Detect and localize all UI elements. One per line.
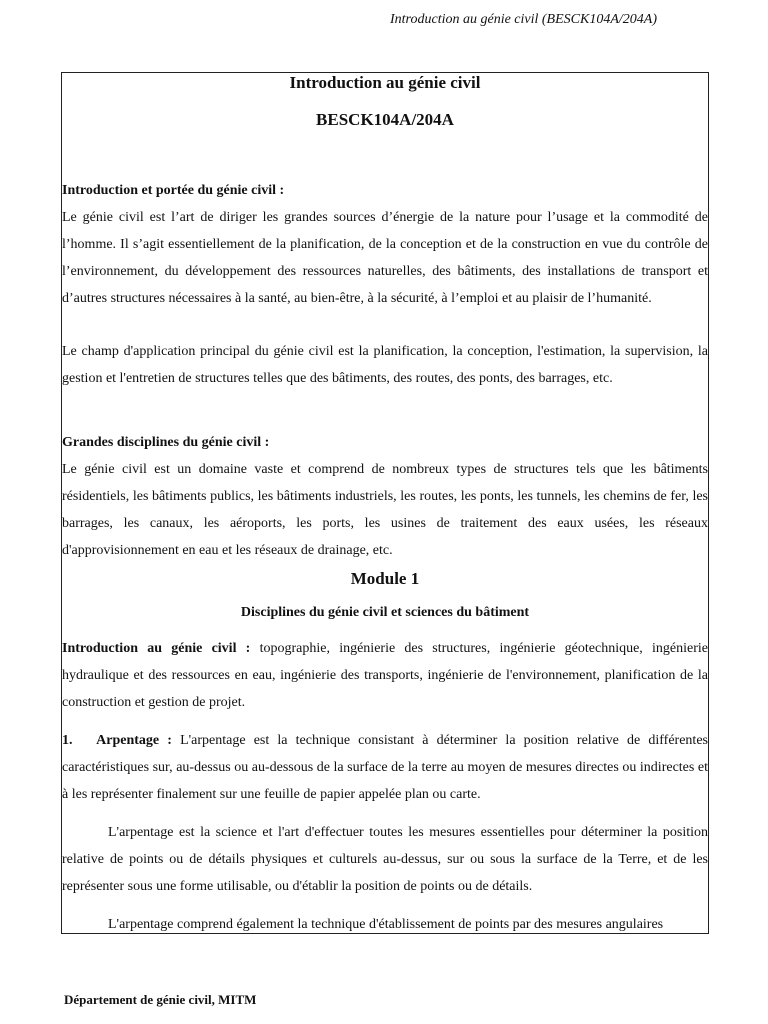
module-subtitle: Disciplines du génie civil et sciences du bâtiment <box>240 605 530 620</box>
list-item-surveying <box>62 727 708 808</box>
paragraph-introduction: Le génie civil est l’art de diriger les grandes sources d’énergie de la nature pour l’usage et la commodité de l’homme. Il s’agit essentiellement de la planification, de la conception et de la construction en vue du contrôle de l’environnement, du développement des ressources naturelles, des bâtiments, des installations de transport et d’autres structures nécessaires à la santé, au bien-être, à la sécurité, à l’emploi et au plaisir de l’humanité. <box>62 210 708 306</box>
document-frame <box>61 72 709 934</box>
paragraph-surveying-techniques: L'arpentage comprend également la technique d'établissement de points par des mesures angulaires <box>108 917 664 932</box>
section-heading-disciplines: Grandes disciplines du génie civil : <box>62 435 270 450</box>
section-heading-introduction: Introduction et portée du génie civil : <box>62 183 285 198</box>
module-title: Module 1 <box>350 569 420 588</box>
page-footer: Département de génie civil, MITM <box>64 992 257 1007</box>
module-intro-lead: Introduction au génie civil : <box>62 641 251 656</box>
list-item-surveying-text: L'arpentage est la technique consistant à déterminer la position relative de différentes caractéristiques sur, au-dessus ou au-dessous de la surface de la terre au moyen de mesures directes ou indirectes et à les représenter finalement sur une feuille de papier appelée plan ou carte. <box>62 733 708 802</box>
running-header: Introduction au génie civil (BESCK104A/204A) <box>390 12 657 27</box>
paragraph-disciplines: Le génie civil est un domaine vaste et comprend de nombreux types de structures tels que les bâtiments résidentiels, les bâtiments publics, les bâtiments industriels, les routes, les ponts, les tunnels, les chemins de fer, les barrages, les canaux, les aéroports, les ports, les usines de traitement des eaux usées, les réseaux d'approvisionnement en eau et les réseaux de drainage, etc. <box>62 462 708 558</box>
document-code: BESCK104A/204A <box>316 110 454 129</box>
document-title: Introduction au génie civil <box>289 73 481 92</box>
paragraph-surveying-definition: L'arpentage est la science et l'art d'effectuer toutes les mesures essentielles pour déterminer la position relative de points ou de détails physiques et culturels au-dessus, sur ou sous la surface de la Terre, et de les représenter sous une forme utilisable, ou d'établir la position de points ou de détails. <box>62 825 708 894</box>
paragraph-module-intro <box>62 635 708 716</box>
paragraph-scope: Le champ d'application principal du génie civil est la planification, la conception, l'estimation, la supervision, la gestion et l'entretien de structures telles que des bâtiments, des routes, des ponts, des barrages, etc. <box>62 344 708 386</box>
list-item-surveying-lead: 1. Arpentage : <box>62 733 172 748</box>
module-intro-text: topographie, ingénierie des structures, ingénierie géotechnique, ingénierie hydraulique et des ressources en eau, ingénierie des transports, ingénierie de l'environnement, planification de la construction et gestion de projet. <box>62 641 709 710</box>
